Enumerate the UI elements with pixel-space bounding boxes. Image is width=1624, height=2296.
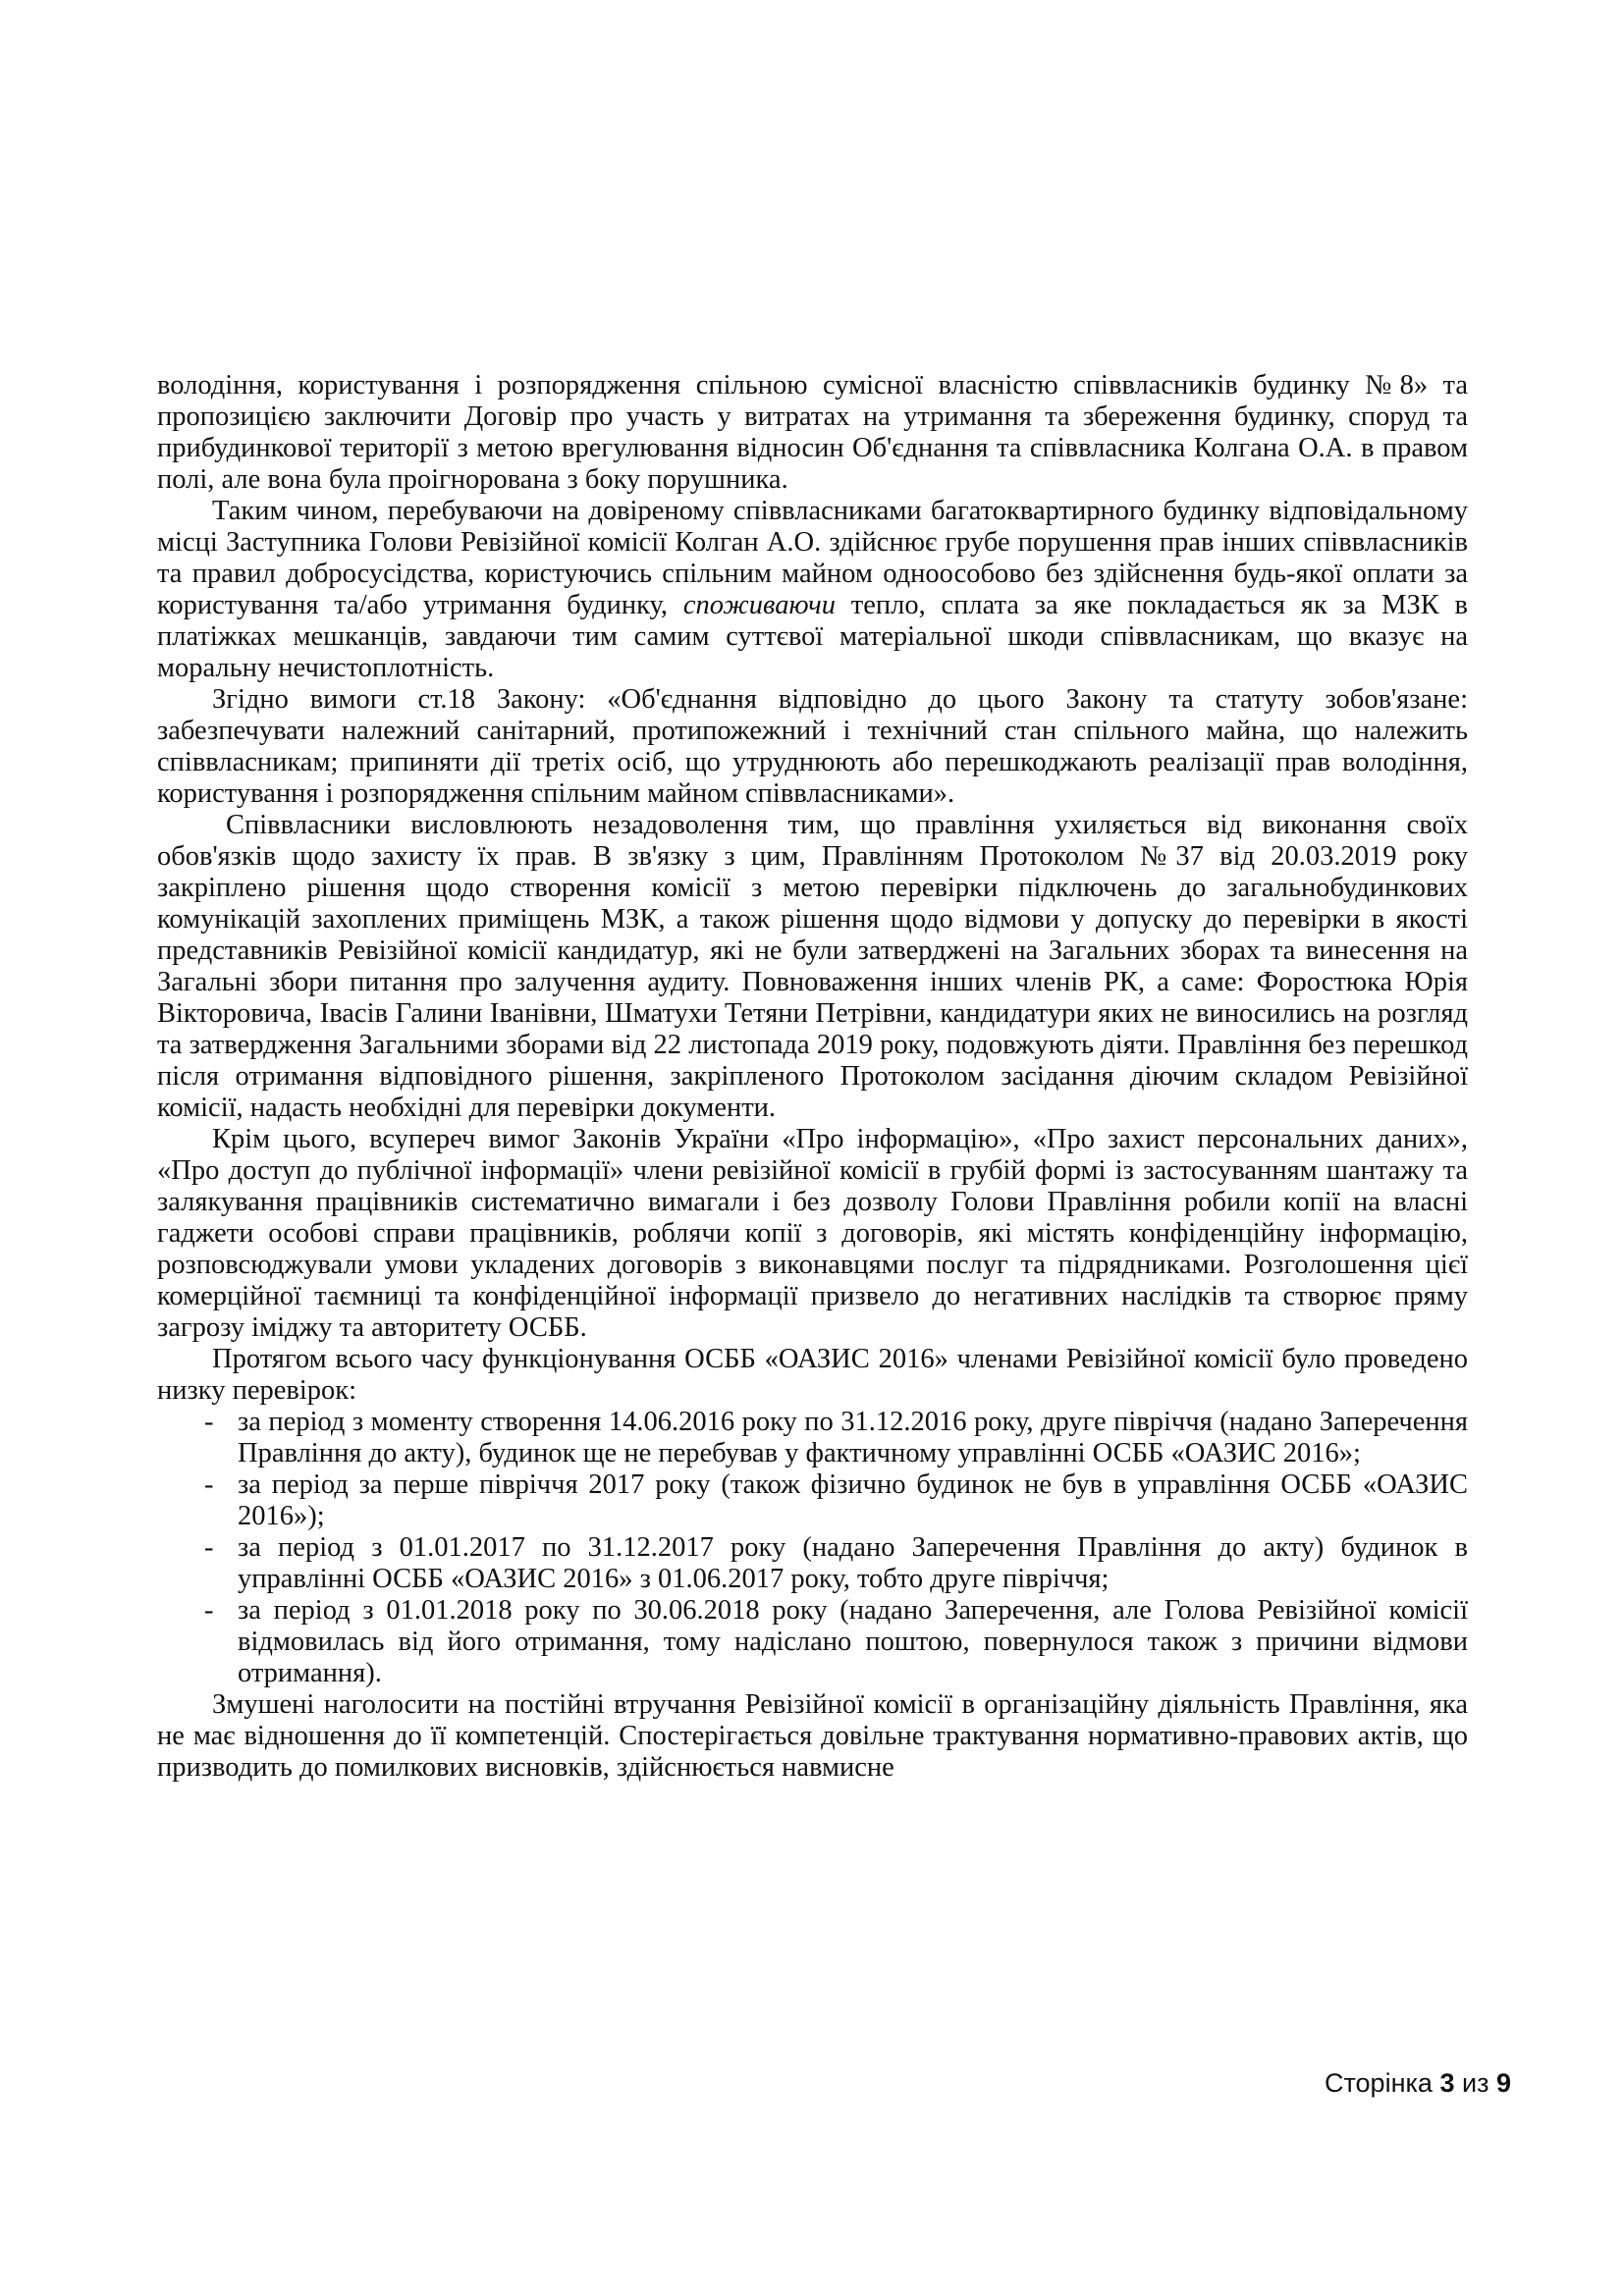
paragraph-2-italic: споживаючи xyxy=(682,590,837,620)
paragraph-2-text-b: тепло, сплата за яке покладається як за МЗК в платіжках мешканців, завдаючи тим самим суттєвої матеріальної шкоди співвласникам, що вказує на моральну нечистоплотність. xyxy=(157,590,1468,683)
current-page-number: 3 xyxy=(1439,2068,1455,2098)
paragraph-6: Протягом всього часу функціонування ОСББ «ОАЗИС 2016» членами Ревізійної комісії було проведено низку перевірок: xyxy=(157,1344,1468,1406)
of-label: из xyxy=(1461,2068,1489,2098)
list-item-text: за період за перше півріччя 2017 року (також фізично будинок не був в управління ОСББ «ОАЗИС 2016»); xyxy=(238,1469,1468,1531)
paragraph-1: володіння, користування і розпорядження спільною сумісної власністю співвласників будинку №8» та пропозицією заключити Договір про участь у витратах на утримання та збереження будинку, споруд та прибудинкової території з метою врегулювання відносин Об'єднання та співвласника Колгана О.А. в правом полі, але вона була проігнорована з боку порушника. xyxy=(157,370,1468,495)
list-bullet: - xyxy=(204,1469,214,1500)
list-item xyxy=(157,1469,1468,1532)
list-item xyxy=(157,1407,1468,1469)
list-bullet: - xyxy=(204,1407,214,1437)
list-item-text: за період з 01.01.2017 по 31.12.2017 року (надано Заперечення Правління до акту) будинок в управлінні ОСББ «ОАЗИС 2016» з 01.06.2017 року, тобто друге півріччя; xyxy=(238,1532,1468,1594)
list-item xyxy=(157,1595,1468,1689)
paragraph-4: Співвласники висловлюють незадоволення тим, що правління ухиляється від виконання своїх обов'язків щодо захисту їх прав. В зв'язку з цим, Правлінням Протоколом №37 від 20.03.2019 року закріплено рішення щодо створення комісії з метою перевірки підключень до загальнобудинкових комунікацій захоплених приміщень МЗК, а також рішення щодо відмови у допуску до перевірки в якості представників Ревізійної комісії кандидатур, які не були затверджені на Загальних зборах та винесення на Загальні збори питання про залучення аудиту. Повноваження інших членів РК, а саме: Форостюка Юрія Вікторовича, Івасів Галини Іванівни, Шматухи Тетяни Петрівни, кандидатури яких не виносились на розгляд та затвердження Загальними зборами від 22 листопада 2019 року, подовжують діяти. Правління без перешкод після отримання відповідного рішення, закріпленого Протоколом засідання діючим складом Ревізійної комісії, надасть необхідні для перевірки документи. xyxy=(157,810,1468,1123)
audit-list xyxy=(157,1407,1468,1689)
list-item xyxy=(157,1532,1468,1595)
list-bullet: - xyxy=(204,1595,214,1626)
list-bullet: - xyxy=(204,1532,214,1563)
page-label: Сторінка xyxy=(1324,2068,1433,2098)
paragraph-7: Змушені наголосити на постійні втручання Ревізійної комісії в організаційну діяльність Правління, яка не має відношення до її компетенцій. Спостерігається довільне трактування нормативно-правових актів, що призводить до помилкових висновків, здійснюється навмисне xyxy=(157,1689,1468,1783)
paragraph-3: Згідно вимоги ст.18 Закону: «Об'єднання відповідно до цього Закону та статуту зобов'язане: забезпечувати належний санітарний, протипожежний і технічний стан спільного майна, що належить співвласникам; припиняти дії третіх осіб, що утруднюють або перешкоджають реалізації прав володіння, користування і розпорядження спільним майном співвласниками». xyxy=(157,684,1468,809)
document-body xyxy=(157,370,1468,1784)
list-item-text: за період з моменту створення 14.06.2016 року по 31.12.2016 року, друге півріччя (надано Заперечення Правління до акту), будинок ще не перебував у фактичному управлінні ОСББ «ОАЗИС 2016»; xyxy=(238,1407,1468,1468)
total-pages-number: 9 xyxy=(1495,2068,1511,2098)
list-item-text: за період з 01.01.2018 року по 30.06.2018 року (надано Заперечення, але Голова Ревізійної комісії відмовилась від його отримання, тому надіслано поштою, повернулося також з причини відмови отримання). xyxy=(238,1595,1468,1688)
paragraph-5: Крім цього, всупереч вимог Законів України «Про інформацію», «Про захист персональних даних», «Про доступ до публічної інформації» члени ревізійної комісії в грубій формі із застосуванням шантажу та залякування працівників систематично вимагали і без дозволу Голови Правління робили копії на власні гаджети особові справи працівників, роблячи копії з договорів, які містять конфіденційну інформацію, розповсюджували умови укладених договорів з виконавцями послуг та підрядниками. Розголошення цієї комерційної таємниці та конфіденційної інформації призвело до негативних наслідків та створює пряму загрозу іміджу та авторитету ОСББ. xyxy=(157,1124,1468,1343)
paragraph-2 xyxy=(157,496,1468,684)
paragraph-2-text-a: Таким чином, перебуваючи на довіреному співвласниками багатоквартирного будинку відповідальному місці Заступника Голови Ревізійної комісії Колган А.О. здійснює грубе порушення прав інших співвласників та правил добросусідства, користуючись спільним майном одноособово без здійснення будь-якої оплати за користування та/або утримання будинку, xyxy=(157,496,1468,620)
page-footer xyxy=(1325,2068,1511,2099)
